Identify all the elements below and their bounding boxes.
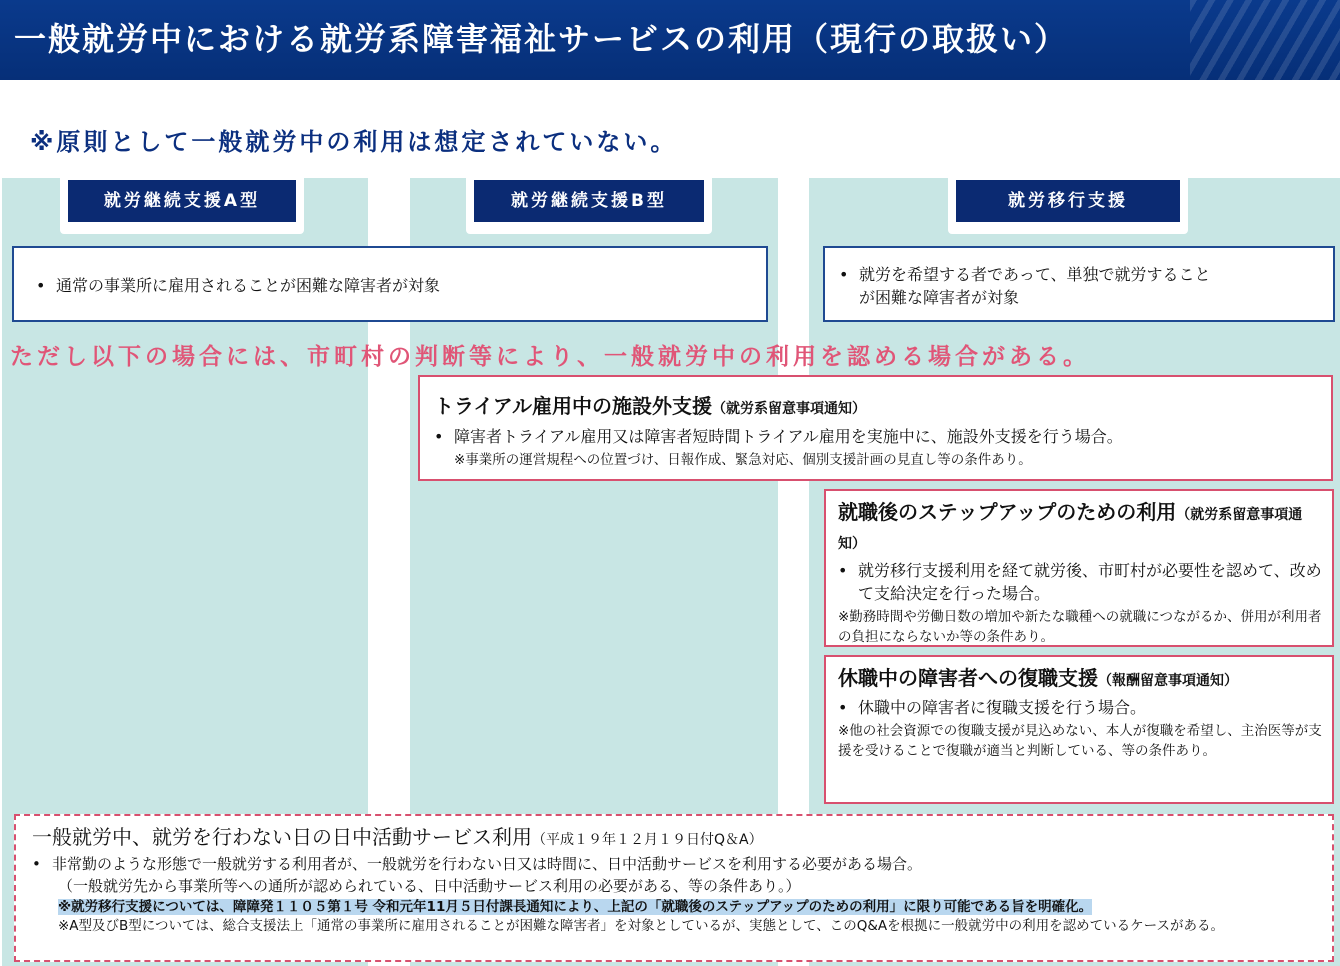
daytime-title-line — [32, 824, 1332, 853]
stepup-box — [824, 489, 1334, 647]
daytime-bullet: • 非常勤のような形態で一般就労する利用者が、一般就労を行わない日又は時間に、日中活動サービスを利用する必要がある場合。 — [32, 853, 1332, 875]
stepup-title: 就職後のステップアップのための利用 — [838, 500, 1177, 524]
daytime-title: 一般就労中、就労を行わない日の日中活動サービス利用 — [32, 825, 532, 849]
daytime-activity-box — [14, 814, 1334, 962]
trial-title-line — [434, 393, 1331, 422]
target-c-text — [839, 263, 1333, 309]
page-header — [0, 0, 1340, 80]
daytime-bullet-cont: （一般就労先から事業所等への通所が認められている、日中活動サービス利用の必要がある、等の条件あり。） — [58, 877, 801, 895]
reinstate-source: （報酬留意事項通知） — [1098, 673, 1238, 689]
exception-statement: ただし以下の場合には、市町村の判断等により、一般就労中の利用を認める場合がある。 — [10, 344, 1090, 370]
target-box-ab — [12, 246, 768, 322]
target-box-c — [823, 246, 1335, 322]
reinstate-bullet: • 休職中の障害者に復職支援を行う場合。 — [838, 696, 1322, 719]
principle-note: ※原則として一般就労中の利用は想定されていない。 — [30, 128, 678, 156]
page-title: 一般就労中における就労系障害福祉サービスの利用（現行の取扱い） — [14, 20, 1069, 58]
column-c-label: 就労移行支援 — [956, 180, 1180, 222]
reinstate-box — [824, 655, 1334, 804]
column-a-label-wrap — [60, 178, 304, 234]
stepup-title-line — [838, 499, 1322, 557]
daytime-note: ※A型及びB型については、総合支援法上「通常の事業所に雇用されることが困難な障害者」を対象としているが、実態として、このQ&Aを根拠に一般就労中の利用を認めているケースがある。 — [58, 918, 1224, 934]
stepup-bullet: • 就労移行支援利用を経て就労後、市町村が必要性を認めて、改めて支給決定を行った場合。 — [838, 559, 1322, 605]
daytime-source: （平成１９年１２月１９日付Q＆A） — [532, 832, 763, 848]
column-c-label-wrap — [948, 178, 1188, 234]
column-b-label-wrap — [466, 178, 712, 234]
reinstate-note: ※他の社会資源での復職支援が見込めない、本人が復職を希望し、主治医等が支援を受けることで復職が適当と判断している、等の条件あり。 — [838, 723, 1322, 759]
column-a-label: 就労継続支援A型 — [68, 180, 296, 222]
stepup-note: ※勤務時間や労働日数の増加や新たな職種への就職につながるか、併用が利用者の負担にならないか等の条件あり。 — [838, 609, 1322, 645]
column-b-label: 就労継続支援B型 — [474, 180, 704, 222]
trial-source: （就労系留意事項通知） — [712, 401, 866, 417]
stepup-source: （就労系留意事項通知） — [838, 507, 1303, 552]
trial-bullet: • 障害者トライアル雇用又は障害者短時間トライアル雇用を実施中に、施設外支援を行う場合。 — [434, 425, 1331, 448]
target-ab-text: • 通常の事業所に雇用されることが困難な障害者が対象 — [36, 274, 766, 297]
trial-title: トライアル雇用中の施設外支援 — [434, 394, 712, 418]
trial-employment-box — [418, 375, 1333, 481]
header-stripe-decoration — [1190, 0, 1340, 80]
reinstate-title-line — [838, 665, 1322, 694]
target-c-line2: が困難な障害者が対象 — [859, 288, 1020, 307]
target-c-line1: 就労を希望する者であって、単独で就労すること — [859, 265, 1211, 284]
daytime-highlight-note — [32, 897, 1332, 917]
trial-note: ※事業所の運営規程への位置づけ、日報作成、緊急対応、個別支援計画の見直し等の条件あり。 — [454, 452, 1032, 468]
daytime-highlight-text: ※就労移行支援については、障障発１１０５第１号 令和元年11月５日付課長通知により、上記の「就職後のステップアップのための利用」に限り可能である旨を明確化。 — [58, 899, 1093, 915]
reinstate-title: 休職中の障害者への復職支援 — [838, 666, 1098, 690]
